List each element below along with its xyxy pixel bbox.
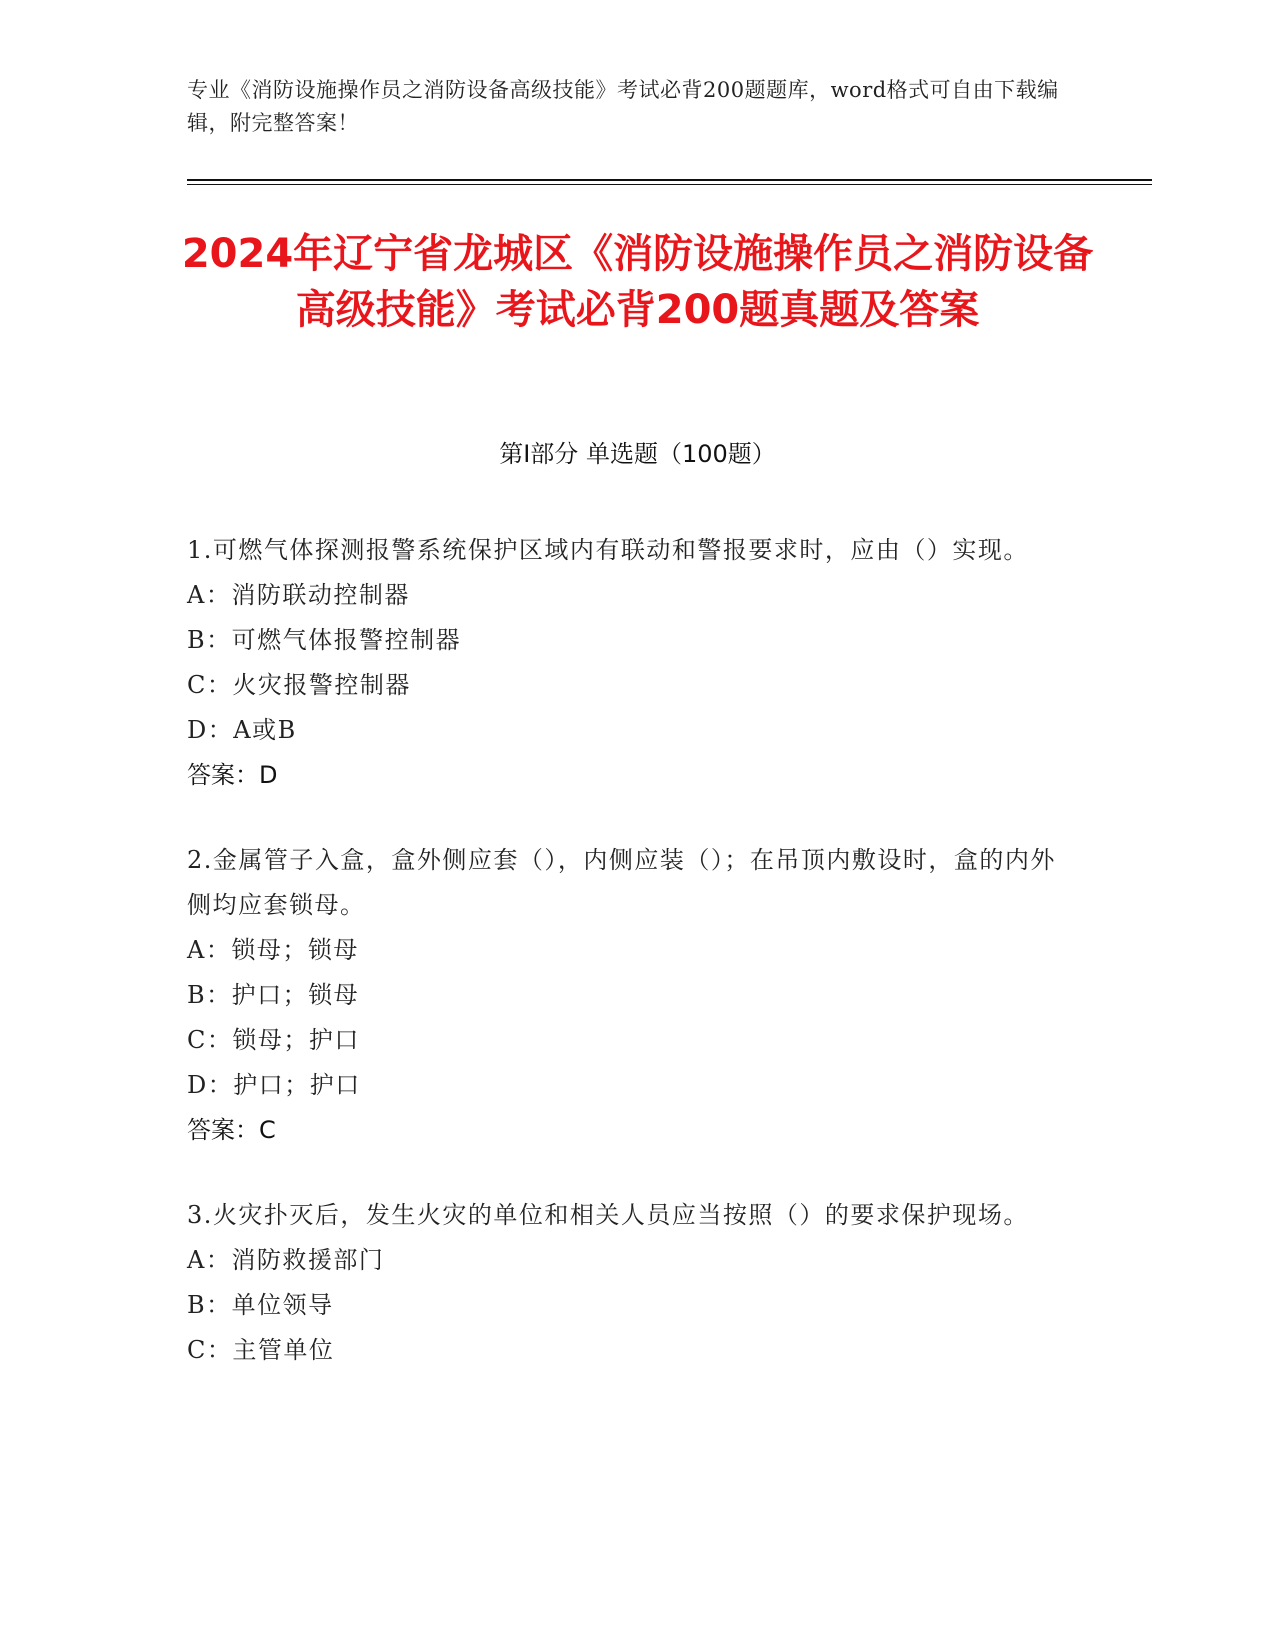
section-heading: 第Ⅰ部分 单选题（100题） bbox=[499, 440, 776, 468]
header-divider-thick bbox=[187, 179, 1152, 181]
question-stem: 1.可燃气体探测报警系统保护区域内有联动和警报要求时，应由（）实现。 bbox=[187, 536, 1029, 564]
option-b: B：护口；锁母 bbox=[187, 981, 360, 1009]
option-a: A：消防救援部门 bbox=[187, 1246, 385, 1274]
header-divider-thin bbox=[187, 184, 1152, 185]
question-3 bbox=[187, 1193, 1067, 1373]
question-stem: 3.火灾扑灭后，发生火灾的单位和相关人员应当按照（）的要求保护现场。 bbox=[187, 1201, 1029, 1229]
question-2 bbox=[187, 838, 1067, 1153]
question-list bbox=[187, 528, 1067, 1413]
document-title: 2024年辽宁省龙城区《消防设施操作员之消防设备高级技能》考试必背200题真题及答案 bbox=[181, 231, 1094, 333]
option-b: B：可燃气体报警控制器 bbox=[187, 626, 462, 654]
header-note: 专业《消防设施操作员之消防设备高级技能》考试必背200题题库，word格式可自由下载编辑，附完整答案！ bbox=[187, 78, 1059, 135]
option-b: B：单位领导 bbox=[187, 1291, 334, 1319]
question-stem: 2.金属管子入盒，盒外侧应套（），内侧应装（）；在吊顶内敷设时，盒的内外侧均应套锁母。 bbox=[187, 846, 1056, 919]
question-1 bbox=[187, 528, 1067, 798]
answer-line: 答案：C bbox=[187, 1116, 276, 1144]
option-a: A：锁母；锁母 bbox=[187, 936, 359, 964]
option-c: C：主管单位 bbox=[187, 1336, 335, 1364]
option-d: D：护口；护口 bbox=[187, 1071, 361, 1099]
answer-line: 答案：D bbox=[187, 761, 278, 789]
option-d: D：A或B bbox=[187, 716, 297, 744]
option-a: A：消防联动控制器 bbox=[187, 581, 410, 609]
option-c: C：锁母；护口 bbox=[187, 1026, 360, 1054]
option-c: C：火灾报警控制器 bbox=[187, 671, 411, 699]
